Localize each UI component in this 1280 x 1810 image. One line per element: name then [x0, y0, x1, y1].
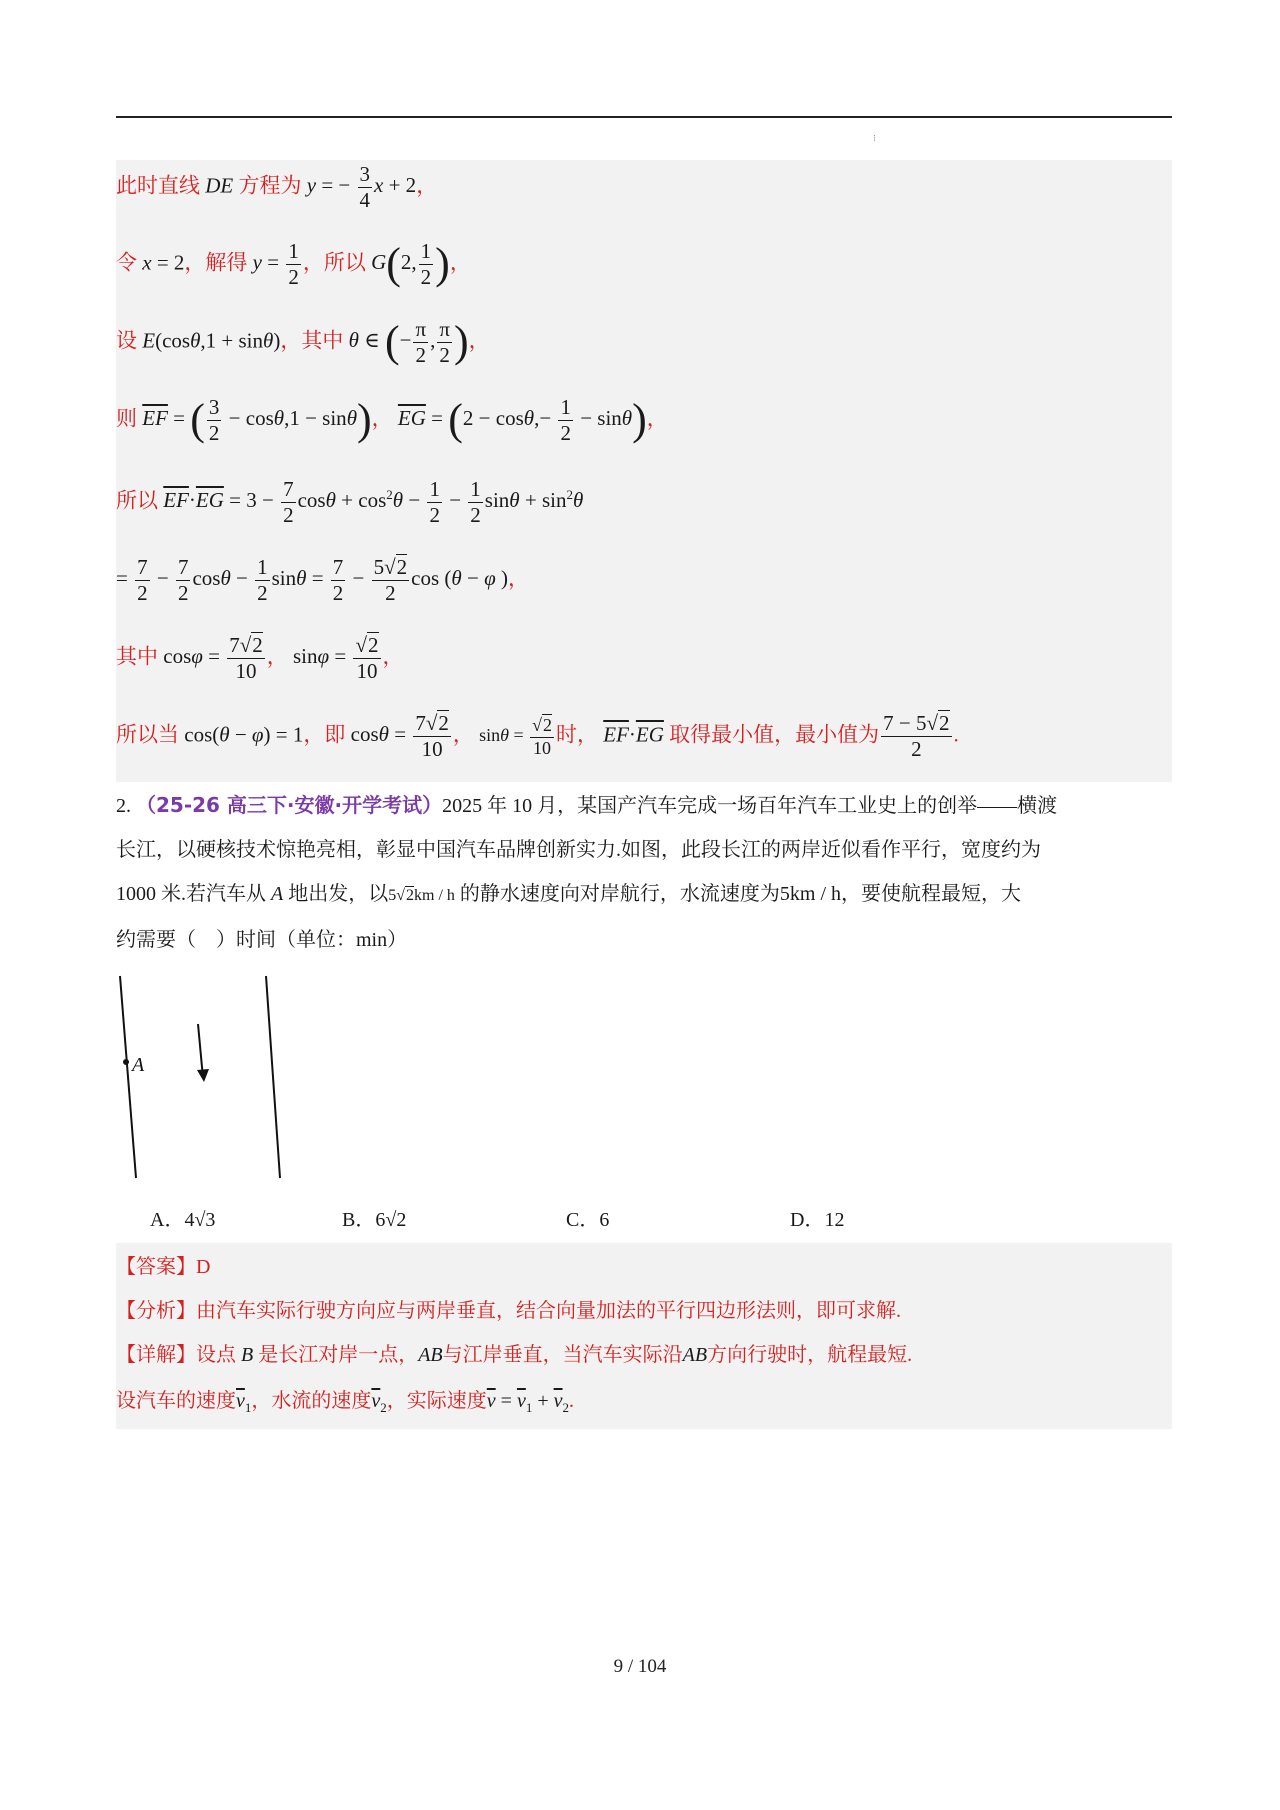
problem-line-1: [116, 783, 1172, 828]
point-a: [123, 1059, 129, 1065]
analysis-line: [116, 1294, 901, 1323]
option-key: A．: [150, 1209, 185, 1231]
solution-line-1: 此时直线 DE 方程为 y = − $\frac{3}{4}$ x + 2，: [116, 162, 438, 213]
river-figure: [110, 970, 290, 1190]
text-span: 方程为: [238, 173, 302, 198]
option-a[interactable]: [150, 1203, 215, 1232]
text-span: 设点: [196, 1344, 236, 1366]
answer-value: D: [196, 1256, 211, 1278]
text-span: 时，: [556, 722, 598, 747]
text-span: 地出发，以: [288, 883, 389, 905]
problem-line-4: 约需要（ ）时间（单位：min）: [116, 929, 408, 951]
option-key: C．: [566, 1209, 600, 1231]
solution-line-7: 其中 cosφ = $\frac{7√2}{10}$ ， sinφ = $\frac{√2}{10}$ ，: [116, 633, 404, 684]
flow-arrow-head: [197, 1069, 209, 1082]
option-b[interactable]: [342, 1203, 406, 1232]
text-span: ，解得: [184, 250, 248, 275]
option-c[interactable]: [566, 1203, 609, 1232]
text-span: 设汽车的速度: [116, 1390, 236, 1412]
solution-line-8: 所以当 cos(θ − φ) = 1，即 cosθ = $\frac{7√2}{10}$ ， sinθ = $\frac{√2}{10}$ 时， $\overline{EF}\cdot\overline{EG}$ 取得最小值，最小值为 $\frac{7 - 5√2}{2}$ .: [116, 711, 959, 762]
detail-line: 【详解】设点 B 是长江对岸一点，AB与江岸垂直，当汽车实际沿AB方向行驶时，航程最短.: [116, 1344, 913, 1366]
text-span: 其中: [116, 644, 158, 669]
page-number: 9 / 104: [613, 1656, 667, 1677]
detail-label: 【详解】: [116, 1344, 196, 1366]
text-span: 所以: [116, 488, 158, 513]
text-span: 1000 米.若汽车从: [116, 883, 266, 905]
problem-2: [116, 783, 1172, 962]
text-span: 是长江对岸一点，: [258, 1344, 419, 1366]
option-value: 4√3: [184, 1209, 216, 1231]
answer-label: 【答案】: [116, 1256, 196, 1278]
problem-number: 2.: [116, 795, 131, 817]
header-rule: [116, 116, 1172, 118]
text-span: 与江岸垂直，当汽车实际沿: [442, 1344, 683, 1366]
solution-line-4: 则 $\overline{EF}$ = ( $\frac{3}{2}$ − cosθ,1 − sinθ)， $\overline{EG} = (2 - \cos\theta,-$ $\frac{1}{2}$ − sinθ)，: [116, 395, 668, 446]
problem-line-3: 1000 米.若汽车从 A 地出发，以5√2km / h 的静水速度向对岸航行，水流速度为5km / h，要使航程最短，大: [116, 883, 1022, 905]
text-span: ，要使航程最短，大: [841, 883, 1022, 905]
option-key: B．: [342, 1209, 376, 1231]
text-span: 令: [116, 250, 137, 275]
option-value: 12: [824, 1209, 845, 1231]
text-span: DE: [205, 173, 234, 198]
text-span: 设: [116, 328, 137, 353]
analysis-text: 由汽车实际行驶方向应与两岸垂直，结合向量加法的平行四边形法则，即可求解.: [196, 1300, 901, 1322]
right-bank: [266, 976, 280, 1178]
text-span: ，其中: [280, 328, 344, 353]
header-mark: ⁝: [873, 133, 876, 143]
velocity-line: 设汽车的速度$\overline{v}_1$，水流的速度$\overline{v}_2$，实际速度$\overline{v} = \overline{v}_1 + \overline{v}_2$.: [116, 1390, 575, 1415]
answer-line: [116, 1250, 210, 1279]
solution-line-2: 令 x = 2，解得 y = $\frac{1}{2}$ ，所以 G(2, $\frac{1}{2}$ )，: [116, 239, 471, 290]
text-span: 的静水速度向对岸航行，水流速度为: [459, 883, 780, 905]
text-span: ，水流的速度: [251, 1390, 372, 1412]
solution-line-3: 设 E(cosθ,1 + sinθ)，其中 θ ∈ (− $\frac{\pi}{2}$ , $\frac{\pi}{2}$ )，: [116, 317, 490, 368]
text-span: 方向行驶时，航程最短.: [707, 1344, 913, 1366]
left-bank: [120, 976, 136, 1178]
text-span: 取得最小值，最小值为: [669, 722, 880, 747]
option-d[interactable]: [790, 1203, 844, 1232]
text-span: 则: [116, 406, 137, 431]
point-a-label: A: [132, 1054, 145, 1076]
solution-line-6: = $\frac{7}{2}$ − $\frac{7}{2}$ cosθ − $\frac{1}{2}$ sinθ = $\frac{7}{2}$ − $\frac{5√2}{2}$ cos (θ − φ )，: [116, 555, 529, 606]
text-span: ，所以: [302, 250, 366, 275]
text-span: 2025 年 10 月，某国产汽车完成一场百年汽车工业史上的创举——横渡: [442, 795, 1058, 817]
text-span: ，即: [303, 722, 346, 747]
text-span: 所以当: [116, 722, 179, 747]
text-span: 此时直线: [116, 173, 200, 198]
option-key: D．: [790, 1209, 825, 1231]
analysis-label: 【分析】: [116, 1300, 196, 1322]
problem-line-2: 长江，以硬核技术惊艳亮相，彰显中国汽车品牌创新实力.如图，此段长江的两岸近似看作平行，宽度约为: [116, 839, 1041, 861]
solution-line-5: 所以 $\overline{EF}\cdot\overline{EG} = 3$ − $\frac{7}{2}$ $\cos\theta + \cos^2\theta$ − $\frac{1}{2}$ − $\frac{1}{2}$ $\sin\theta + \sin^2\theta$: [116, 477, 584, 528]
option-value: 6√2: [375, 1209, 407, 1231]
text-span: ，实际速度: [386, 1390, 487, 1412]
problem-source: （25-26 高三下·安徽·开学考试）: [136, 793, 443, 817]
option-value: 6: [599, 1209, 610, 1231]
